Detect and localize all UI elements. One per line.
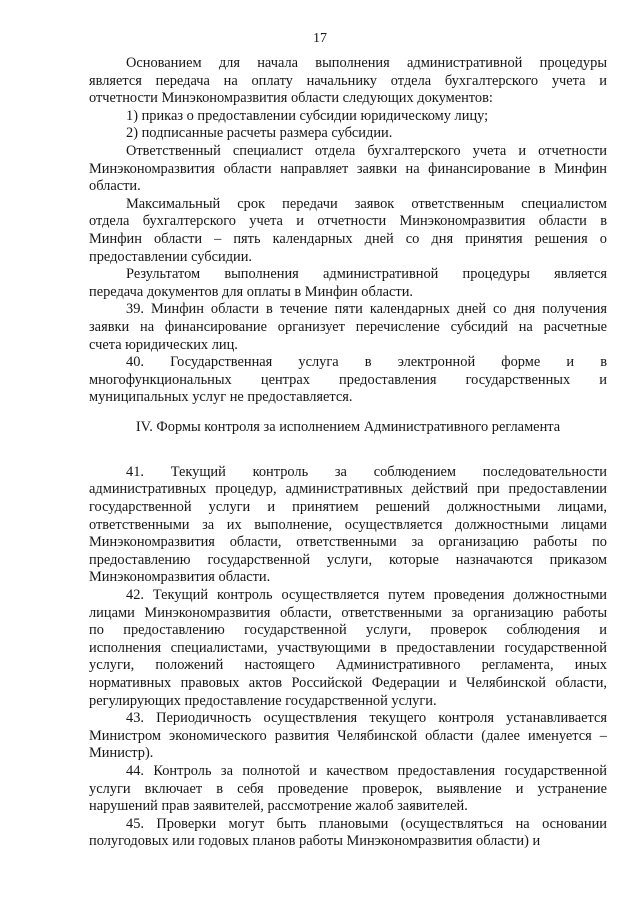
paragraph-line: нарушений прав заявителей, рассмотрение жалоб заявителей. [89, 798, 468, 815]
paragraph-line: 42. Текущий контроль осуществляется путем проведения должностными [126, 587, 607, 604]
paragraph [89, 143, 607, 196]
paragraph-line: области. [89, 178, 141, 195]
paragraph-line: полугодовых или годовых планов работы Минэкономразвития области) и [89, 833, 541, 850]
paragraph-group-before [89, 55, 607, 407]
paragraph-line: 43. Периодичность осуществления текущего контроля устанавливается [126, 710, 607, 727]
paragraph-line: многофункциональных центрах предоставления государственных и [89, 371, 607, 388]
paragraph-line: Министр). [89, 745, 154, 762]
paragraph [89, 266, 607, 301]
paragraph-line: муниципальных услуг не предоставляется. [89, 389, 353, 406]
page-number: 17 [313, 31, 327, 46]
paragraph-line: предоставлению государственной услуги, которые назначаются приказом [89, 551, 607, 568]
paragraph [89, 354, 607, 407]
paragraph-line: Министром экономического развития Челябинской области (далее именуется – [89, 727, 607, 744]
paragraph-line: Результатом выполнения административной процедуры является [126, 266, 607, 283]
paragraph [89, 55, 607, 108]
paragraph-line: Основанием для начала выполнения административной процедуры [126, 55, 607, 71]
paragraph-line: является передача на оплату начальнику отдела бухгалтерского учета и [89, 72, 607, 89]
paragraph-line: ответственными за их выполнение, осуществляется должностными лицами [89, 516, 607, 533]
paragraph-line: услуги, положений настоящего Административного регламента, иных [89, 657, 607, 674]
paragraph-line: административных процедур, административных действий при предоставлении [89, 481, 607, 498]
paragraph-line: Минэкономразвития области направляет заявки на финансирование в Минфин [89, 160, 607, 177]
paragraph [89, 710, 607, 763]
paragraph-line: заявки на финансирование организует перечисление субсидий на расчетные [89, 318, 607, 335]
section-heading: IV. Формы контроля за исполнением Административного регламента [135, 418, 561, 435]
paragraph-line: услуги включает в себя проведение проверок, выявление и устранение [89, 780, 607, 797]
paragraph [89, 301, 607, 354]
paragraph [89, 108, 607, 126]
paragraph-line: 39. Минфин области в течение пяти календарных дней со дня получения [126, 301, 607, 318]
paragraph-line: Минфин области – пять календарных дней со дня принятия решения о [89, 230, 607, 247]
paragraph [89, 464, 607, 587]
paragraph-line: 40. Государственная услуга в электронной форме и в [126, 354, 607, 371]
paragraph-line: Минэкономразвития области, ответственными за организацию работы по [89, 534, 607, 551]
paragraph-line: 1) приказ о предоставлении субсидии юридическому лицу; [126, 107, 489, 124]
paragraph-line: 41. Текущий контроль за соблюдением последовательности [126, 463, 607, 480]
document-body [89, 55, 607, 851]
paragraph-line: лицами Минэкономразвития области, ответственными за организацию работы [89, 604, 607, 621]
paragraph [89, 587, 607, 710]
paragraph-line: предоставлении субсидии. [89, 248, 253, 265]
paragraph-line: 2) подписанные расчеты размера субсидии. [126, 125, 393, 142]
paragraph-line: 44. Контроль за полнотой и качеством предоставления государственной [126, 762, 607, 779]
paragraph-line: отчетности Минэкономразвития области следующих документов: [89, 90, 493, 107]
paragraph [89, 763, 607, 816]
paragraph-group-after [89, 464, 607, 851]
paragraph-line: отдела бухгалтерского учета и отчетности Минэкономразвития области в [89, 213, 607, 230]
paragraph-line: нормативных правовых актов Российской Федерации и Челябинской области, [89, 675, 607, 691]
paragraph-line: регулирующих предоставление государственной услуги. [89, 692, 437, 709]
paragraph [89, 196, 607, 266]
paragraph-line: по предоставлению государственной услуги, проверок соблюдения и [89, 622, 607, 639]
paragraph-line: счета юридических лиц. [89, 336, 238, 353]
paragraph [89, 816, 607, 851]
paragraph-line: Минэкономразвития области. [89, 569, 271, 586]
paragraph [89, 125, 607, 143]
paragraph-line: исполнения специалистами, участвующими в предоставлении государственной [89, 639, 607, 656]
paragraph-line: государственной услуги и принятием решений должностными лицами, [89, 499, 607, 516]
paragraph-line: 45. Проверки могут быть плановыми (осуществляться на основании [126, 815, 607, 832]
paragraph-line: Максимальный срок передачи заявок ответственным специалистом [126, 195, 607, 212]
paragraph-line: Ответственный специалист отдела бухгалтерского учета и отчетности [126, 142, 607, 159]
paragraph-line: передача документов для оплаты в Минфин области. [89, 283, 414, 300]
